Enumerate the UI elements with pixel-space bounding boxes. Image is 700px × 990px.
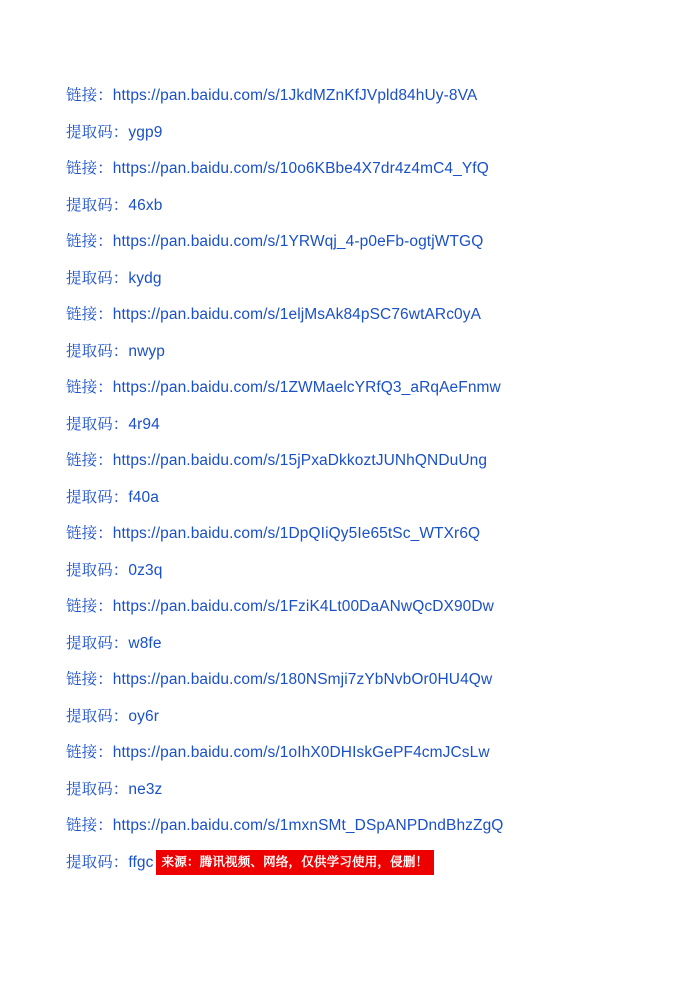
document-line: 链接：https://pan.baidu.com/s/1YRWqj_4-p0eFb-ogtjWTGQ [66, 233, 484, 250]
document-line: 链接：https://pan.baidu.com/s/1FziK4Lt00DaANwQcDX90Dw [66, 598, 494, 615]
source-notice-badge: 来源：腾讯视频、网络，仅供学习使用，侵删！ [156, 850, 435, 875]
document-line: 链接：https://pan.baidu.com/s/10o6KBbe4X7dr4z4mC4_YfQ [66, 160, 489, 177]
document-line: 提取码：4r94 [66, 415, 160, 433]
last-line-row [66, 845, 640, 882]
document-line: 提取码：kydg [66, 269, 162, 287]
document-line: 提取码：w8fe [66, 634, 162, 652]
document-line: 链接：https://pan.baidu.com/s/1mxnSMt_DSpANPDndBhzZgQ [66, 817, 504, 834]
document-line: 链接：https://pan.baidu.com/s/1eljMsAk84pSC76wtARc0yA [66, 306, 482, 323]
document-line: 提取码：nwyp [66, 342, 165, 360]
document-line: 提取码：46xb [66, 196, 163, 214]
document-line: 链接：https://pan.baidu.com/s/1ZWMaelcYRfQ3_aRqAeFnmw [66, 379, 501, 396]
document-line: 链接：https://pan.baidu.com/s/1oIhX0DHIskGePF4cmJCsLw [66, 744, 490, 761]
document-line: 提取码：ffgc [66, 853, 154, 871]
document-line: 提取码：ne3z [66, 780, 163, 798]
document-line: 链接：https://pan.baidu.com/s/15jPxaDkkoztJUNhQNDuUng [66, 452, 488, 469]
document-line: 链接：https://pan.baidu.com/s/1DpQIiQy5Ie65tSc_WTXr6Q [66, 525, 481, 542]
document-line: 提取码：0z3q [66, 561, 163, 579]
document-line: 链接：https://pan.baidu.com/s/1JkdMZnKfJVpld84hUy-8VA [66, 87, 478, 104]
document-line: 提取码：ygp9 [66, 123, 163, 141]
document-line: 链接：https://pan.baidu.com/s/180NSmji7zYbNvbOr0HU4Qw [66, 671, 493, 688]
document-line: 提取码：f40a [66, 488, 159, 506]
document-line: 提取码：oy6r [66, 707, 159, 725]
